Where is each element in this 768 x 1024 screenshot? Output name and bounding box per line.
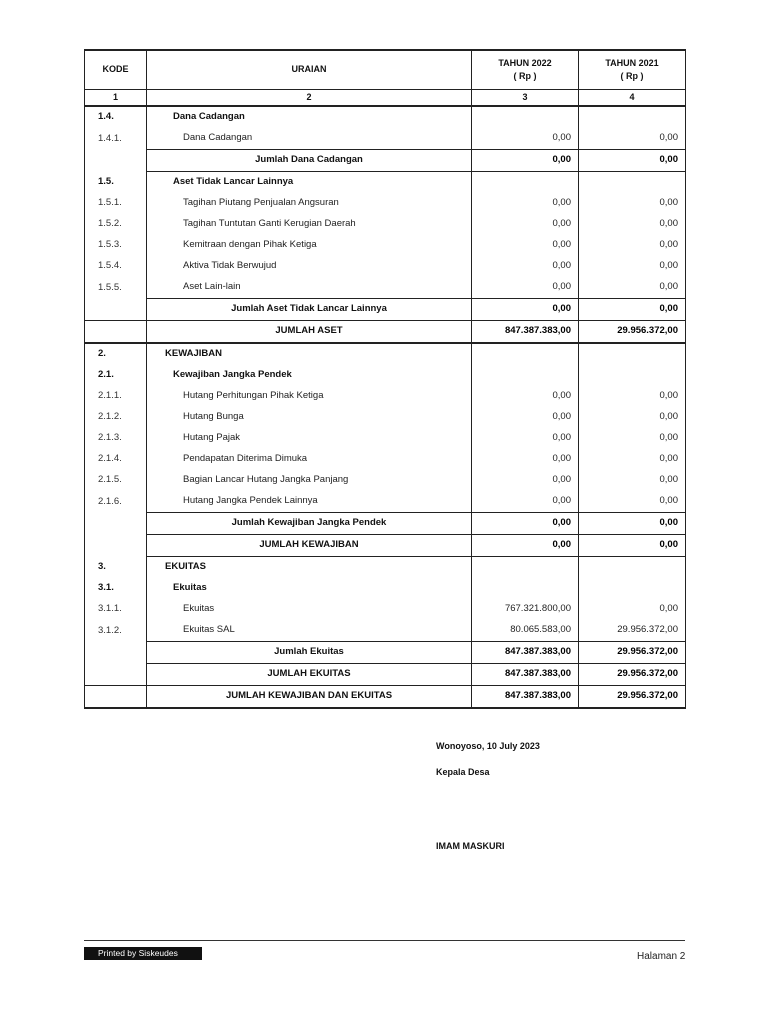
- signature-place-date: Wonoyoso, 10 July 2023: [436, 741, 540, 751]
- row-label: Hutang Bunga: [147, 407, 472, 428]
- value-2022: 0,00: [472, 491, 579, 513]
- header-year-2021: [579, 50, 686, 89]
- total-label: Jumlah Aset Tidak Lancar Lainnya: [147, 298, 472, 320]
- value-2021: [579, 106, 686, 128]
- value-2022: 0,00: [472, 149, 579, 171]
- column-number-row: [85, 89, 686, 106]
- row-label: Tagihan Piutang Penjualan Angsuran: [147, 193, 472, 214]
- value-2022: 0,00: [472, 407, 579, 428]
- value-2021: 0,00: [579, 149, 686, 171]
- row-code: 2.1.5.: [85, 470, 147, 491]
- row-code: 2.1.: [85, 365, 147, 386]
- value-2022: [472, 365, 579, 386]
- value-2021: [579, 343, 686, 365]
- row-code: 3.: [85, 556, 147, 578]
- row-code: [85, 534, 147, 556]
- total-label: Jumlah Ekuitas: [147, 641, 472, 663]
- total-label: JUMLAH EKUITAS: [147, 663, 472, 685]
- header-kode: KODE: [85, 50, 147, 89]
- value-2021: 0,00: [579, 599, 686, 620]
- section-title: Kewajiban Jangka Pendek: [147, 365, 472, 386]
- section-row: [85, 556, 686, 578]
- page-number: Halaman 2: [637, 951, 686, 962]
- table-row: [85, 620, 686, 642]
- value-2022: 0,00: [472, 277, 579, 299]
- header-uraian: URAIAN: [147, 50, 472, 89]
- subtotal-row: [85, 149, 686, 171]
- header-year-2021-unit: ( Rp ): [620, 70, 644, 81]
- total-label: JUMLAH KEWAJIBAN: [147, 534, 472, 556]
- row-code: [85, 298, 147, 320]
- row-code: 3.1.1.: [85, 599, 147, 620]
- table-row: [85, 214, 686, 235]
- value-2021: 0,00: [579, 470, 686, 491]
- row-label: Tagihan Tuntutan Ganti Kerugian Daerah: [147, 214, 472, 235]
- value-2021: [579, 556, 686, 578]
- value-2021: [579, 578, 686, 599]
- section-title: Ekuitas: [147, 578, 472, 599]
- row-code: 1.5.5.: [85, 277, 147, 299]
- header-year-2022-unit: ( Rp ): [513, 70, 537, 81]
- value-2021: [579, 365, 686, 386]
- header-year-2022-label: TAHUN 2022: [498, 57, 552, 68]
- row-code: [85, 685, 147, 708]
- value-2021: 0,00: [579, 491, 686, 513]
- row-code: 1.5.2.: [85, 214, 147, 235]
- row-label: Ekuitas: [147, 599, 472, 620]
- value-2022: 0,00: [472, 386, 579, 407]
- value-2021: 0,00: [579, 214, 686, 235]
- section-row: [85, 365, 686, 386]
- value-2022: 0,00: [472, 428, 579, 449]
- table-row: [85, 128, 686, 150]
- value-2022: [472, 343, 579, 365]
- row-code: [85, 663, 147, 685]
- row-code: 2.: [85, 343, 147, 365]
- table-row: [85, 449, 686, 470]
- signature-title: Kepala Desa: [436, 767, 490, 777]
- value-2022: 847.387.383,00: [472, 663, 579, 685]
- row-code: 1.5.3.: [85, 235, 147, 256]
- section-title: Aset Tidak Lancar Lainnya: [147, 171, 472, 193]
- value-2021: 29.956.372,00: [579, 320, 686, 343]
- section-row: [85, 578, 686, 599]
- row-code: 2.1.4.: [85, 449, 147, 470]
- table-header-row: [85, 50, 686, 89]
- subtotal-row: [85, 298, 686, 320]
- table-row: [85, 193, 686, 214]
- table-row: [85, 256, 686, 277]
- table-row: [85, 599, 686, 620]
- table-row: [85, 277, 686, 299]
- value-2022: 847.387.383,00: [472, 320, 579, 343]
- total-label: JUMLAH ASET: [147, 320, 472, 343]
- table-row: [85, 491, 686, 513]
- table-row: [85, 235, 686, 256]
- column-number: 1: [85, 89, 147, 106]
- value-2022: 847.387.383,00: [472, 641, 579, 663]
- value-2022: 0,00: [472, 449, 579, 470]
- section-row: [85, 171, 686, 193]
- value-2022: [472, 106, 579, 128]
- value-2021: 29.956.372,00: [579, 663, 686, 685]
- value-2021: 0,00: [579, 512, 686, 534]
- footer-divider: [84, 940, 685, 941]
- value-2021: 0,00: [579, 534, 686, 556]
- header-year-2022: [472, 50, 579, 89]
- row-label: Bagian Lancar Hutang Jangka Panjang: [147, 470, 472, 491]
- row-code: [85, 641, 147, 663]
- row-label: Aset Lain-lain: [147, 277, 472, 299]
- total-label: JUMLAH KEWAJIBAN DAN EKUITAS: [147, 685, 472, 708]
- row-label: Hutang Jangka Pendek Lainnya: [147, 491, 472, 513]
- column-number: 4: [579, 89, 686, 106]
- value-2021: [579, 171, 686, 193]
- total-label: Jumlah Dana Cadangan: [147, 149, 472, 171]
- row-label: Aktiva Tidak Berwujud: [147, 256, 472, 277]
- value-2022: 0,00: [472, 470, 579, 491]
- subtotal-row: [85, 534, 686, 556]
- value-2022: 0,00: [472, 512, 579, 534]
- section-row: [85, 106, 686, 128]
- row-code: [85, 320, 147, 343]
- row-label: Hutang Pajak: [147, 428, 472, 449]
- subtotal-row: [85, 512, 686, 534]
- value-2022: 80.065.583,00: [472, 620, 579, 642]
- row-code: 2.1.2.: [85, 407, 147, 428]
- value-2022: 0,00: [472, 534, 579, 556]
- printed-by-label: Printed by Siskeudes: [84, 947, 202, 960]
- row-label: Ekuitas SAL: [147, 620, 472, 642]
- row-code: [85, 512, 147, 534]
- row-label: Hutang Perhitungan Pihak Ketiga: [147, 386, 472, 407]
- total-label: Jumlah Kewajiban Jangka Pendek: [147, 512, 472, 534]
- row-code: 1.4.1.: [85, 128, 147, 150]
- value-2022: 0,00: [472, 193, 579, 214]
- value-2022: [472, 578, 579, 599]
- table-row: [85, 428, 686, 449]
- value-2022: 0,00: [472, 298, 579, 320]
- value-2021: 0,00: [579, 407, 686, 428]
- value-2022: 0,00: [472, 256, 579, 277]
- subtotal-row: [85, 641, 686, 663]
- value-2021: 0,00: [579, 128, 686, 150]
- row-code: 2.1.6.: [85, 491, 147, 513]
- row-label: Pendapatan Diterima Dimuka: [147, 449, 472, 470]
- value-2021: 29.956.372,00: [579, 641, 686, 663]
- grand-total-row: [85, 685, 686, 708]
- value-2021: 29.956.372,00: [579, 620, 686, 642]
- value-2021: 0,00: [579, 428, 686, 449]
- row-code: [85, 149, 147, 171]
- row-code: 1.5.4.: [85, 256, 147, 277]
- value-2021: 0,00: [579, 298, 686, 320]
- row-code: 3.1.2.: [85, 620, 147, 642]
- column-number: 2: [147, 89, 472, 106]
- section-title: KEWAJIBAN: [147, 343, 472, 365]
- table-row: [85, 470, 686, 491]
- section-title: Dana Cadangan: [147, 106, 472, 128]
- row-code: 2.1.1.: [85, 386, 147, 407]
- subtotal-row: [85, 663, 686, 685]
- signature-name: IMAM MASKURI: [436, 841, 505, 851]
- value-2021: 29.956.372,00: [579, 685, 686, 708]
- value-2022: 0,00: [472, 214, 579, 235]
- value-2022: [472, 171, 579, 193]
- header-year-2021-label: TAHUN 2021: [605, 57, 659, 68]
- value-2021: 0,00: [579, 277, 686, 299]
- value-2021: 0,00: [579, 235, 686, 256]
- table-row: [85, 386, 686, 407]
- value-2021: 0,00: [579, 256, 686, 277]
- value-2022: 767.321.800,00: [472, 599, 579, 620]
- value-2021: 0,00: [579, 386, 686, 407]
- value-2022: 847.387.383,00: [472, 685, 579, 708]
- section-title: EKUITAS: [147, 556, 472, 578]
- value-2022: [472, 556, 579, 578]
- value-2022: 0,00: [472, 128, 579, 150]
- value-2021: 0,00: [579, 449, 686, 470]
- row-code: 2.1.3.: [85, 428, 147, 449]
- row-code: 1.5.: [85, 171, 147, 193]
- column-number: 3: [472, 89, 579, 106]
- row-code: 1.5.1.: [85, 193, 147, 214]
- value-2022: 0,00: [472, 235, 579, 256]
- row-code: 1.4.: [85, 106, 147, 128]
- section-row: [85, 343, 686, 365]
- row-code: 3.1.: [85, 578, 147, 599]
- value-2021: 0,00: [579, 193, 686, 214]
- row-label: Dana Cadangan: [147, 128, 472, 150]
- grand-total-row: [85, 320, 686, 343]
- row-label: Kemitraan dengan Pihak Ketiga: [147, 235, 472, 256]
- table-row: [85, 407, 686, 428]
- balance-sheet-table: [84, 49, 686, 709]
